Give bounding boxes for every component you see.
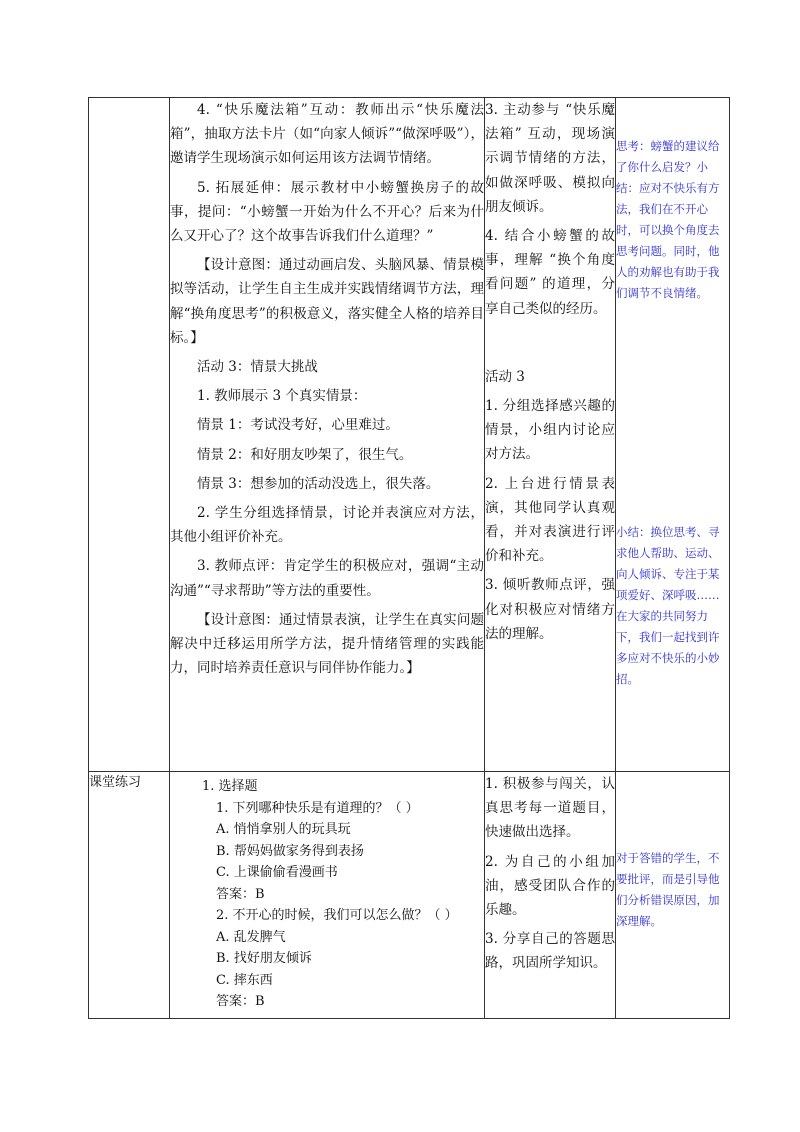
teacher-paragraph: 1. 教师展示 3 个真实情景：	[197, 388, 367, 405]
activity-heading: 活动 3	[485, 368, 525, 385]
option-text: A. 乱发脾气	[216, 929, 286, 945]
scenario-item: 情景 2：和好朋友吵架了，很生气。	[197, 446, 413, 463]
student-paragraph: 2. 上台进行情景表演，其他同学认真观看，并对表演进行评价和补充。	[485, 475, 615, 565]
question-text: 2. 不开心的时候，我们可以怎么做？（ ）	[216, 908, 458, 923]
table-row-activity	[89, 98, 730, 772]
practice-student-cell	[485, 772, 616, 1019]
scenario-item: 情景 1：考试没考好，心里难过。	[197, 417, 399, 434]
option-text: B. 找好朋友倾诉	[216, 951, 312, 966]
lesson-plan-table	[88, 97, 730, 1019]
teacher-paragraph: 2. 学生分组选择情景，讨论并表演应对方法，其他小组评价补充。	[170, 505, 484, 546]
option-text: A. 悄悄拿别人的玩具玩	[216, 822, 351, 837]
practice-content-cell	[170, 772, 485, 1019]
student-paragraph: 3. 主动参与 “快乐魔法箱” 互动，现场演示调节情绪的方法，如做深呼吸、模拟向朋友倾诉。	[485, 102, 615, 215]
practice-note-cell	[616, 772, 730, 1019]
teacher-paragraph: 5. 拓展延伸：展示教材中小螃蟹换房子的故事，提问：“小螃蟹一开始为什么不开心？后来为什么又开心了？这个故事告诉我们什么道理？”	[170, 179, 484, 245]
teacher-activity-cell	[170, 98, 485, 772]
design-intent: 【设计意图：通过动画启发、头脑风暴、情景模拟等活动，让学生自主生成并实践情绪调节方法，理解“换角度思考”的积极意义，落实健全人格的培养目标。】	[170, 257, 484, 346]
teacher-paragraph: 4. “快乐魔法箱”互动：教师出示“快乐魔法箱”，抽取方法卡片（如“向家人倾诉”“做深呼吸”），邀请学生现场演示如何运用该方法调节情绪。	[170, 102, 484, 167]
design-intent: 【设计意图：通过情景表演，让学生在真实问题解决中迁移运用所学方法，提升情绪管理的实践能力，同时培养责任意识与同伴协作能力。】	[170, 611, 484, 677]
table-row-practice	[89, 772, 730, 1019]
question-text: 1. 下列哪种快乐是有道理的？（ ）	[216, 800, 419, 816]
answer-text: 答案：B	[216, 886, 265, 902]
option-text: B. 帮妈妈做家务得到表扬	[216, 843, 364, 859]
scenario-item: 情景 3：想参加的活动没选上，很失落。	[197, 475, 440, 492]
student-paragraph: 4. 结合小螃蟹的故事，理解 “换个角度看问题” 的道理，分享自己类似的经历。	[485, 228, 615, 317]
question-heading: 1. 选择题	[202, 779, 258, 794]
design-note: 小结：换位思考、寻求他人帮助、运动、向人倾诉、专注于某项爱好、深呼吸……在大家的共同努力下，我们一起找到许多应对不快乐的小妙招。	[616, 525, 720, 686]
option-text: C. 上课偷偷看漫画书	[216, 865, 338, 880]
design-note: 对于答错的学生，不要批评，而是引导他们分析错误原因，加深理解。	[616, 851, 720, 928]
option-text: C. 摔东西	[216, 972, 273, 988]
activity-heading: 活动 3：情景大挑战	[197, 359, 318, 376]
teacher-paragraph: 3. 教师点评：肯定学生的积极应对，强调“主动沟通”“寻求帮助”等方法的重要性。	[170, 558, 484, 599]
student-paragraph: 2. 为自己的小组加油，感受团队合作的乐趣。	[485, 853, 615, 919]
answer-text: 答案：B	[216, 994, 265, 1009]
student-paragraph: 1. 积极参与闯关，认真思考每一道题目，快速做出选择。	[485, 776, 615, 841]
student-activity-cell	[485, 98, 616, 772]
student-paragraph: 3. 倾听教师点评，强化对积极应对情绪方法的理解。	[485, 577, 615, 642]
stage-label: 课堂练习	[89, 772, 170, 1019]
design-note-cell	[616, 98, 730, 772]
design-note: 思考：螃蟹的建议给了你什么启发？小结：应对不快乐有方法，我们在不开心时，可以换个角度去思考问题。同时，他人的劝解也有助于我们调节不良情绪。	[616, 139, 720, 300]
student-paragraph: 1. 分组选择感兴趣的情景，小组内讨论应对方法。	[485, 398, 615, 463]
stage-label-cell	[89, 98, 170, 772]
student-paragraph: 3. 分享自己的答题思路，巩固所学知识。	[485, 931, 615, 972]
